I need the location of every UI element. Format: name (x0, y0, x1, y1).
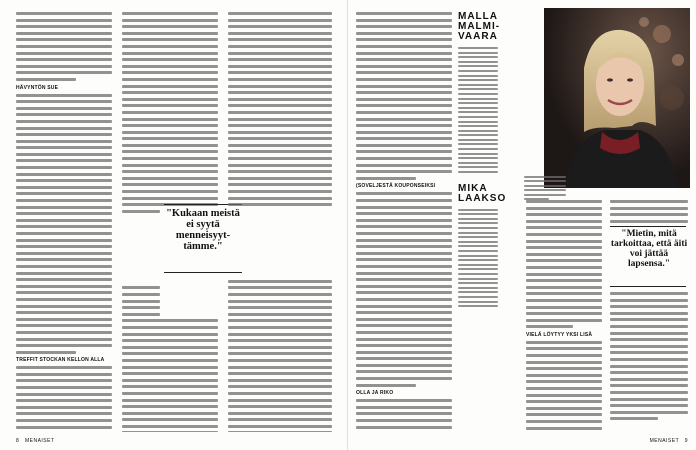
right-pull-quote-rule-bottom (610, 286, 686, 287)
sidebar-name-2: MIKA LAAKSO (458, 182, 507, 204)
right-column-3 (526, 200, 602, 432)
right-magazine-name: MENAISET (649, 438, 680, 444)
section-heading-2: TREFFIT STOCKAN KELLON ALLA (16, 357, 105, 364)
right-footer (650, 438, 688, 444)
photo-caption (524, 176, 566, 202)
portrait-photo-image (544, 8, 690, 188)
right-page-number: 9 (684, 438, 688, 444)
right-pull-quote: "Mietin, mitä tarkoittaa, että äiti voi jättää lapsensa." (610, 229, 688, 269)
right-column-1 (356, 12, 452, 432)
left-page-number: 8 (16, 438, 20, 444)
left-column-3 (228, 12, 332, 432)
left-footer (16, 438, 55, 444)
right-column-4 (610, 292, 688, 432)
pull-quote: "Kukaan meistä ei syytä menneisyyt-tämme." (162, 208, 244, 252)
left-magazine-name: MENAISET (24, 438, 55, 444)
section-heading-3: (SOVELJESTÄ KOUPONSEIKSI (356, 183, 436, 190)
section-heading-5: VIELÄ LÖYTYY YKSI LISÄ (526, 331, 593, 338)
right-column-4-top (610, 200, 688, 226)
right-pull-quote-rule-top (610, 226, 686, 227)
section-heading-4: OLLA JA RIKO (356, 390, 394, 397)
left-column-1 (16, 12, 112, 432)
sidebar-name-1: MALLA MALMI- VAARA (458, 12, 501, 42)
profile-sidebar (458, 12, 520, 432)
portrait-photo (544, 8, 690, 188)
right-page (348, 0, 696, 450)
section-heading-1: HÄVYNTÖN SUE (16, 84, 59, 91)
